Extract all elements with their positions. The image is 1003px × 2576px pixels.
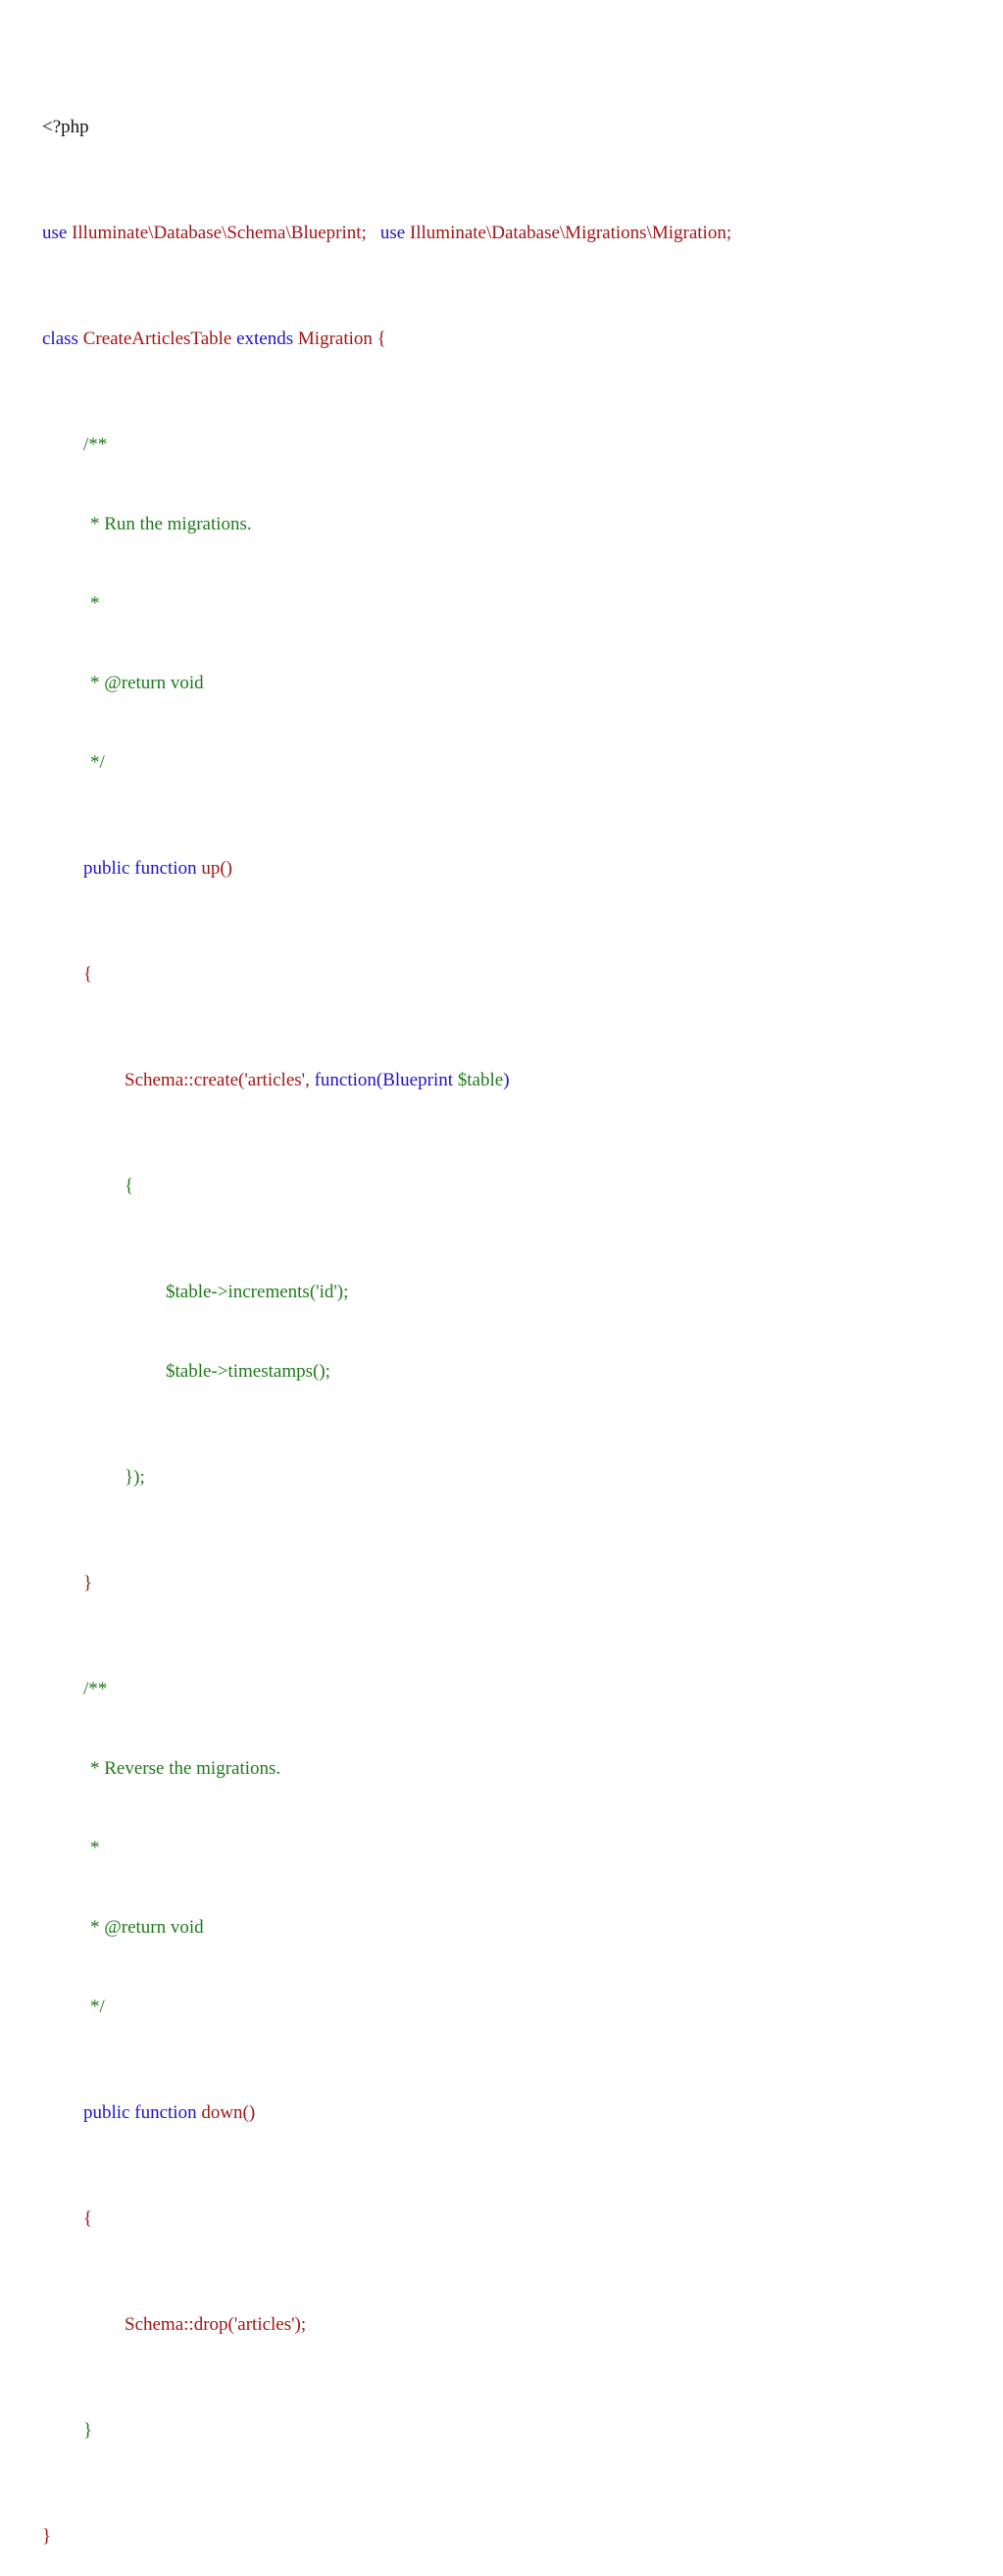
paren-close: )	[503, 1070, 510, 1090]
code-line-docblock-open	[24, 1649, 731, 1699]
parent-class: Migration {	[293, 328, 386, 349]
public-keyword: public	[83, 858, 130, 879]
code-line-docblock-open	[24, 405, 731, 455]
code-line-docblock	[24, 1729, 731, 1779]
code-line-docblock-close	[24, 723, 731, 773]
code-line-schema-create	[24, 1040, 731, 1090]
comment-text: /**	[83, 434, 108, 455]
extends-keyword: extends	[236, 328, 294, 349]
comment-text: /**	[83, 1679, 108, 1699]
comment-text: * Run the migrations.	[90, 514, 252, 534]
method-name-up: up()	[196, 858, 232, 879]
brace: {	[83, 2208, 93, 2229]
php-open-tag: <?php	[42, 117, 89, 137]
function-keyword: function	[134, 2102, 197, 2123]
brace: }	[42, 2526, 52, 2547]
class-name: CreateArticlesTable	[77, 328, 237, 349]
use-keyword: use	[379, 223, 406, 243]
code-line-docblock-close	[24, 1967, 731, 2017]
code-line-down-signature	[24, 2073, 731, 2123]
comment-text: * @return void	[90, 673, 204, 693]
code-line-brace-open	[24, 2179, 731, 2229]
schema-create-call: Schema::create('articles',	[125, 1070, 315, 1090]
code-line-class-declaration	[24, 299, 731, 349]
code-line-docblock	[24, 564, 731, 614]
brace: }	[83, 2420, 93, 2441]
code-line-brace-open	[24, 1146, 731, 1196]
code-line-brace-close	[24, 2391, 731, 2441]
brace: }	[83, 1573, 93, 1593]
use-migration-path: Illuminate\Database\Migrations\Migration;	[405, 223, 732, 243]
table-variable: $table	[457, 1070, 504, 1090]
code-line-class-close	[24, 2497, 731, 2547]
code-line-up-signature	[24, 829, 731, 879]
public-keyword: public	[83, 2102, 130, 2123]
brace: {	[125, 1176, 134, 1196]
method-name-down: down()	[196, 2102, 256, 2123]
comment-text: *	[90, 593, 100, 614]
code-line-docblock	[24, 1808, 731, 1858]
comment-text: *	[90, 1838, 100, 1858]
comment-text: */	[90, 1996, 105, 2017]
comment-text: * @return void	[90, 1917, 204, 1938]
code-line-docblock	[24, 484, 731, 534]
code-line-closure-close	[24, 1438, 731, 1488]
statement-text: $table->timestamps();	[166, 1361, 330, 1382]
code-line-docblock	[24, 643, 731, 693]
statement-text: $table->increments('id');	[166, 1282, 349, 1302]
code-line-use-statements	[24, 193, 732, 243]
blueprint-type: (Blueprint	[376, 1070, 458, 1090]
code-line-brace-open	[24, 934, 731, 985]
function-keyword: function	[134, 858, 197, 879]
use-keyword: use	[42, 223, 68, 243]
code-line-docblock	[24, 1888, 731, 1938]
comment-text: * Reverse the migrations.	[90, 1758, 281, 1779]
code-line-brace-close	[24, 1543, 731, 1593]
code-line-timestamps	[24, 1332, 731, 1382]
comment-text: */	[90, 752, 105, 773]
code-line-php-open	[24, 87, 731, 137]
use-blueprint-path: Illuminate\Database\Schema\Blueprint;	[67, 223, 367, 243]
function-keyword: function	[314, 1070, 376, 1090]
schema-drop-call: Schema::drop('articles');	[125, 2314, 307, 2335]
code-line-increments	[24, 1252, 731, 1302]
brace: {	[83, 964, 93, 985]
code-line-schema-drop	[24, 2285, 731, 2335]
class-keyword: class	[42, 328, 78, 349]
code-listing	[24, 8, 731, 2576]
closure-close: });	[125, 1467, 145, 1488]
